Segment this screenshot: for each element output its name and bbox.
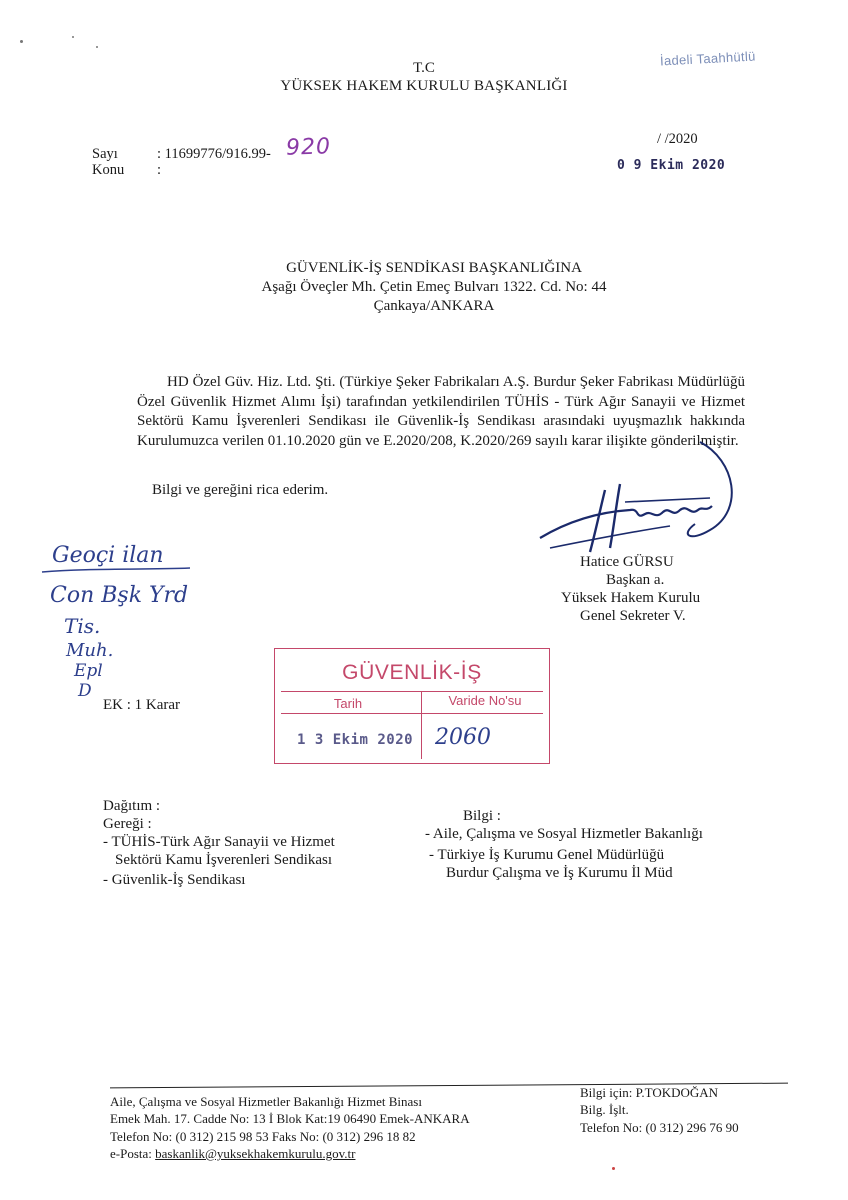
konu-label: Konu bbox=[92, 162, 125, 178]
sayi-label: Sayı bbox=[92, 146, 118, 162]
attachment-label: EK : 1 Karar bbox=[103, 697, 181, 713]
scan-speck bbox=[96, 46, 98, 48]
handwritten-note-line: Con Bşk Yrd bbox=[50, 583, 189, 608]
signatory-title: Başkan a. bbox=[606, 572, 665, 588]
received-stamp-number-label: Varide No'su bbox=[448, 693, 522, 708]
handwritten-note-line: D bbox=[78, 681, 92, 701]
handwritten-note-line: Epl bbox=[74, 661, 103, 681]
recipient-name: GÜVENLİK-İŞ SENDİKASI BAŞKANLIĞINA bbox=[286, 260, 582, 276]
distribution-info-label: Bilgi : bbox=[463, 808, 501, 824]
scan-speck bbox=[72, 36, 74, 38]
distribution-label: Dağıtım : bbox=[103, 798, 161, 814]
distribution-action-label: Gereği : bbox=[103, 816, 152, 832]
signature-icon bbox=[530, 440, 760, 560]
footer-email-row bbox=[110, 1145, 355, 1163]
received-stamp-number: 2060 bbox=[435, 725, 491, 750]
header-tc: T.C bbox=[413, 60, 435, 76]
sayi-value: : 11699776/916.99- bbox=[157, 146, 271, 162]
distribution-action-item: - TÜHİS-Türk Ağır Sanayii ve Hizmet bbox=[103, 834, 335, 850]
date-stamp: 0 9 Ekim 2020 bbox=[617, 158, 726, 173]
footer-email-label: e-Posta: bbox=[110, 1146, 156, 1161]
distribution-info-item: - Aile, Çalışma ve Sosyal Hizmetler Bakanlığı bbox=[425, 826, 703, 842]
recipient-city: Çankaya/ANKARA bbox=[373, 298, 495, 314]
distribution-info-item: Burdur Çalışma ve İş Kurumu İl Müd bbox=[446, 865, 673, 881]
footer-email-link[interactable]: baskanlik@yuksekhakemkurulu.gov.tr bbox=[155, 1146, 356, 1161]
header-organization: YÜKSEK HAKEM KURULU BAŞKANLIĞI bbox=[280, 78, 568, 94]
signatory-name: Hatice GÜRSU bbox=[580, 554, 674, 570]
distribution-action-item: Sektörü Kamu İşverenleri Sendikası bbox=[115, 852, 333, 868]
footer-address-building: Aile, Çalışma ve Sosyal Hizmetler Bakanlığı Hizmet Binası bbox=[110, 1094, 422, 1109]
footer-contact-person: Bilgi için: P.TOKDOĞAN bbox=[580, 1085, 719, 1100]
received-stamp bbox=[274, 648, 550, 764]
footer-phone-fax: Telefon No: (0 312) 215 98 53 Faks No: (0 312) 296 18 82 bbox=[110, 1129, 416, 1144]
konu-value: : bbox=[157, 162, 162, 178]
sayi-handwritten-number: 920 bbox=[285, 134, 332, 161]
footer-address-street: Emek Mah. 17. Cadde No: 13 İ Blok Kat:19 06490 Emek-ANKARA bbox=[110, 1111, 470, 1126]
scan-speck bbox=[612, 1167, 615, 1170]
body-paragraph: HD Özel Güv. Hiz. Ltd. Şti. (Türkiye Şeker Fabrikaları A.Ş. Burdur Şeker Fabrikası Müdürlüğü Özel Güvenlik Hizmet Alımı İşi) tarafından yetkilendirilen TÜHİS - Türk Ağır Sanayii ve Hizmet Sektörü Kamu İşverenleri Sendikası ile Güvenlik-İş Sendikası arasındaki uyuşmazlık hakkında Kurulumuzca verilen 01.10.2020 gün ve E.2020/208, K.2020/269 sayılı karar ilişikte gönderilmiştir. bbox=[137, 374, 745, 449]
distribution-action-item: - Güvenlik-İş Sendikası bbox=[103, 872, 246, 888]
received-stamp-date-label: Tarih bbox=[333, 696, 363, 711]
printed-date: / /2020 bbox=[657, 131, 698, 147]
footer-contact-phone: Telefon No: (0 312) 296 76 90 bbox=[580, 1120, 739, 1135]
recipient-address: Aşağı Öveçler Mh. Çetin Emeç Bulvarı 1322. Cd. No: 44 bbox=[261, 279, 607, 295]
received-stamp-date: 1 3 Ekim 2020 bbox=[297, 732, 414, 748]
handwritten-note bbox=[40, 538, 240, 708]
handwritten-note-line: Geoçi ilan bbox=[52, 543, 164, 568]
footer-contact-role: Bilg. İşlt. bbox=[580, 1102, 629, 1117]
body-closing: Bilgi ve gereğini rica ederim. bbox=[152, 482, 329, 498]
received-stamp-title: GÜVENLİK-İŞ bbox=[342, 661, 482, 684]
signatory-position: Genel Sekreter V. bbox=[580, 608, 686, 624]
signatory-institution: Yüksek Hakem Kurulu bbox=[561, 590, 701, 606]
handwritten-note-line: Muh. bbox=[66, 640, 114, 661]
handwritten-note-line: Tis. bbox=[64, 614, 101, 638]
registered-mail-stamp: İadeli Taahhütlü bbox=[659, 48, 756, 69]
distribution-info-item: - Türkiye İş Kurumu Genel Müdürlüğü bbox=[429, 847, 665, 863]
stamp-divider bbox=[281, 713, 543, 714]
scan-speck bbox=[20, 40, 23, 43]
